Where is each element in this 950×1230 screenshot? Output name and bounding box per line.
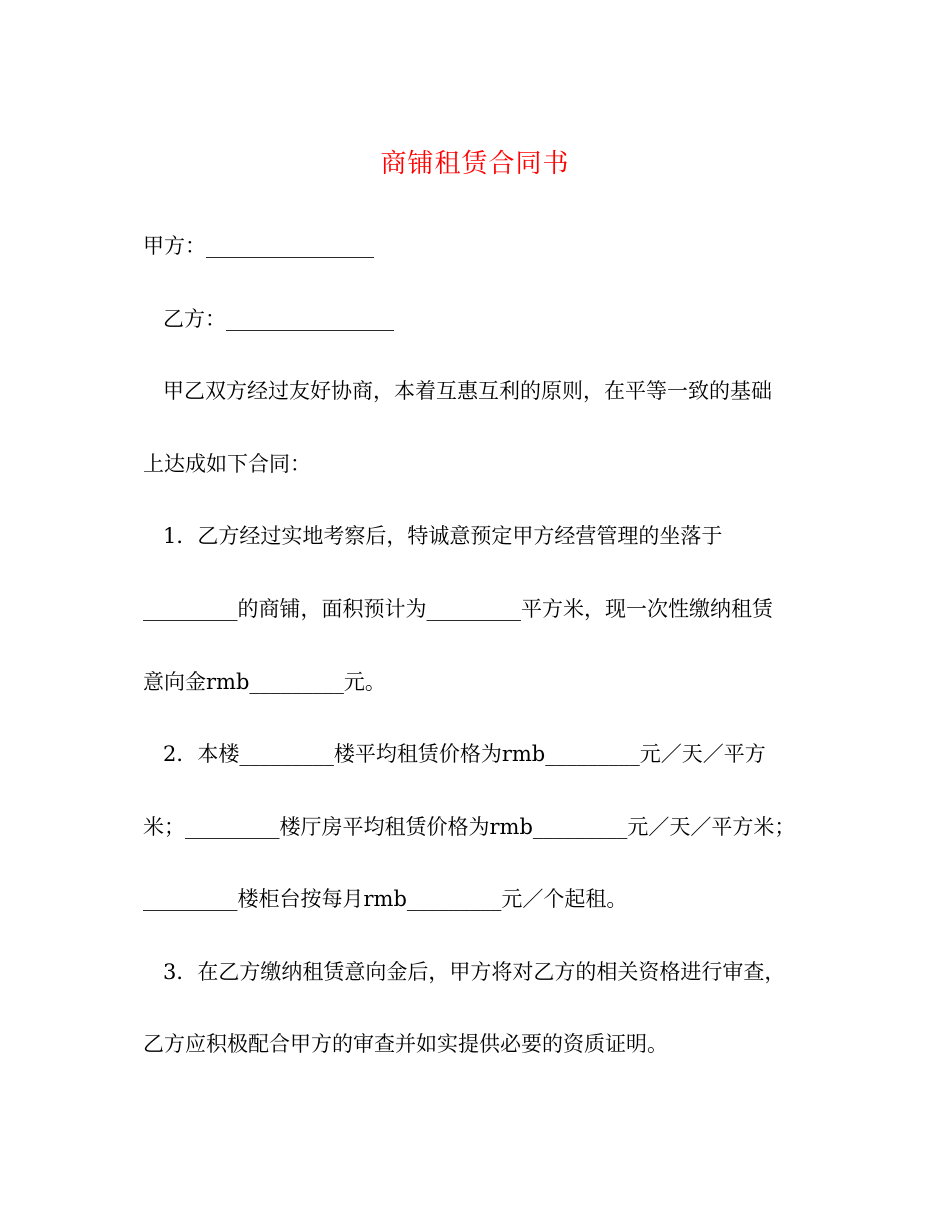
clause-1-line-1: 1．乙方经过实地考察后，特诚意预定甲方经营管理的坐落于 — [163, 524, 723, 548]
preamble-line-1: 甲乙双方经过友好协商，本着互惠互利的原则，在平等一致的基础 — [163, 379, 772, 403]
document-title: 商铺租赁合同书 — [380, 149, 570, 179]
clause-2-line-2: 米；_________楼厅房平均租赁价格为rmb_________元／天／平方米； — [143, 815, 796, 839]
clause-3-line-2: 乙方应积极配合甲方的审查并如实提供必要的资质证明。 — [143, 1032, 668, 1056]
party-b-line: 乙方：________________ — [163, 307, 394, 331]
party-a-line: 甲方：________________ — [143, 234, 374, 258]
clause-2-line-1: 2．本楼_________楼平均租赁价格为rmb_________元／天／平方 — [163, 742, 766, 766]
clause-1-line-3: 意向金rmb_________元。 — [143, 670, 386, 694]
preamble-line-2: 上达成如下合同： — [143, 452, 311, 476]
clause-3-line-1: 3．在乙方缴纳租赁意向金后，甲方将对乙方的相关资格进行审查， — [163, 960, 786, 984]
clause-2-line-3: _________楼柜台按每月rmb_________元／个起租。 — [143, 887, 628, 911]
clause-1-line-2: _________的商铺，面积预计为_________平方米，现一次性缴纳租赁 — [143, 597, 773, 621]
